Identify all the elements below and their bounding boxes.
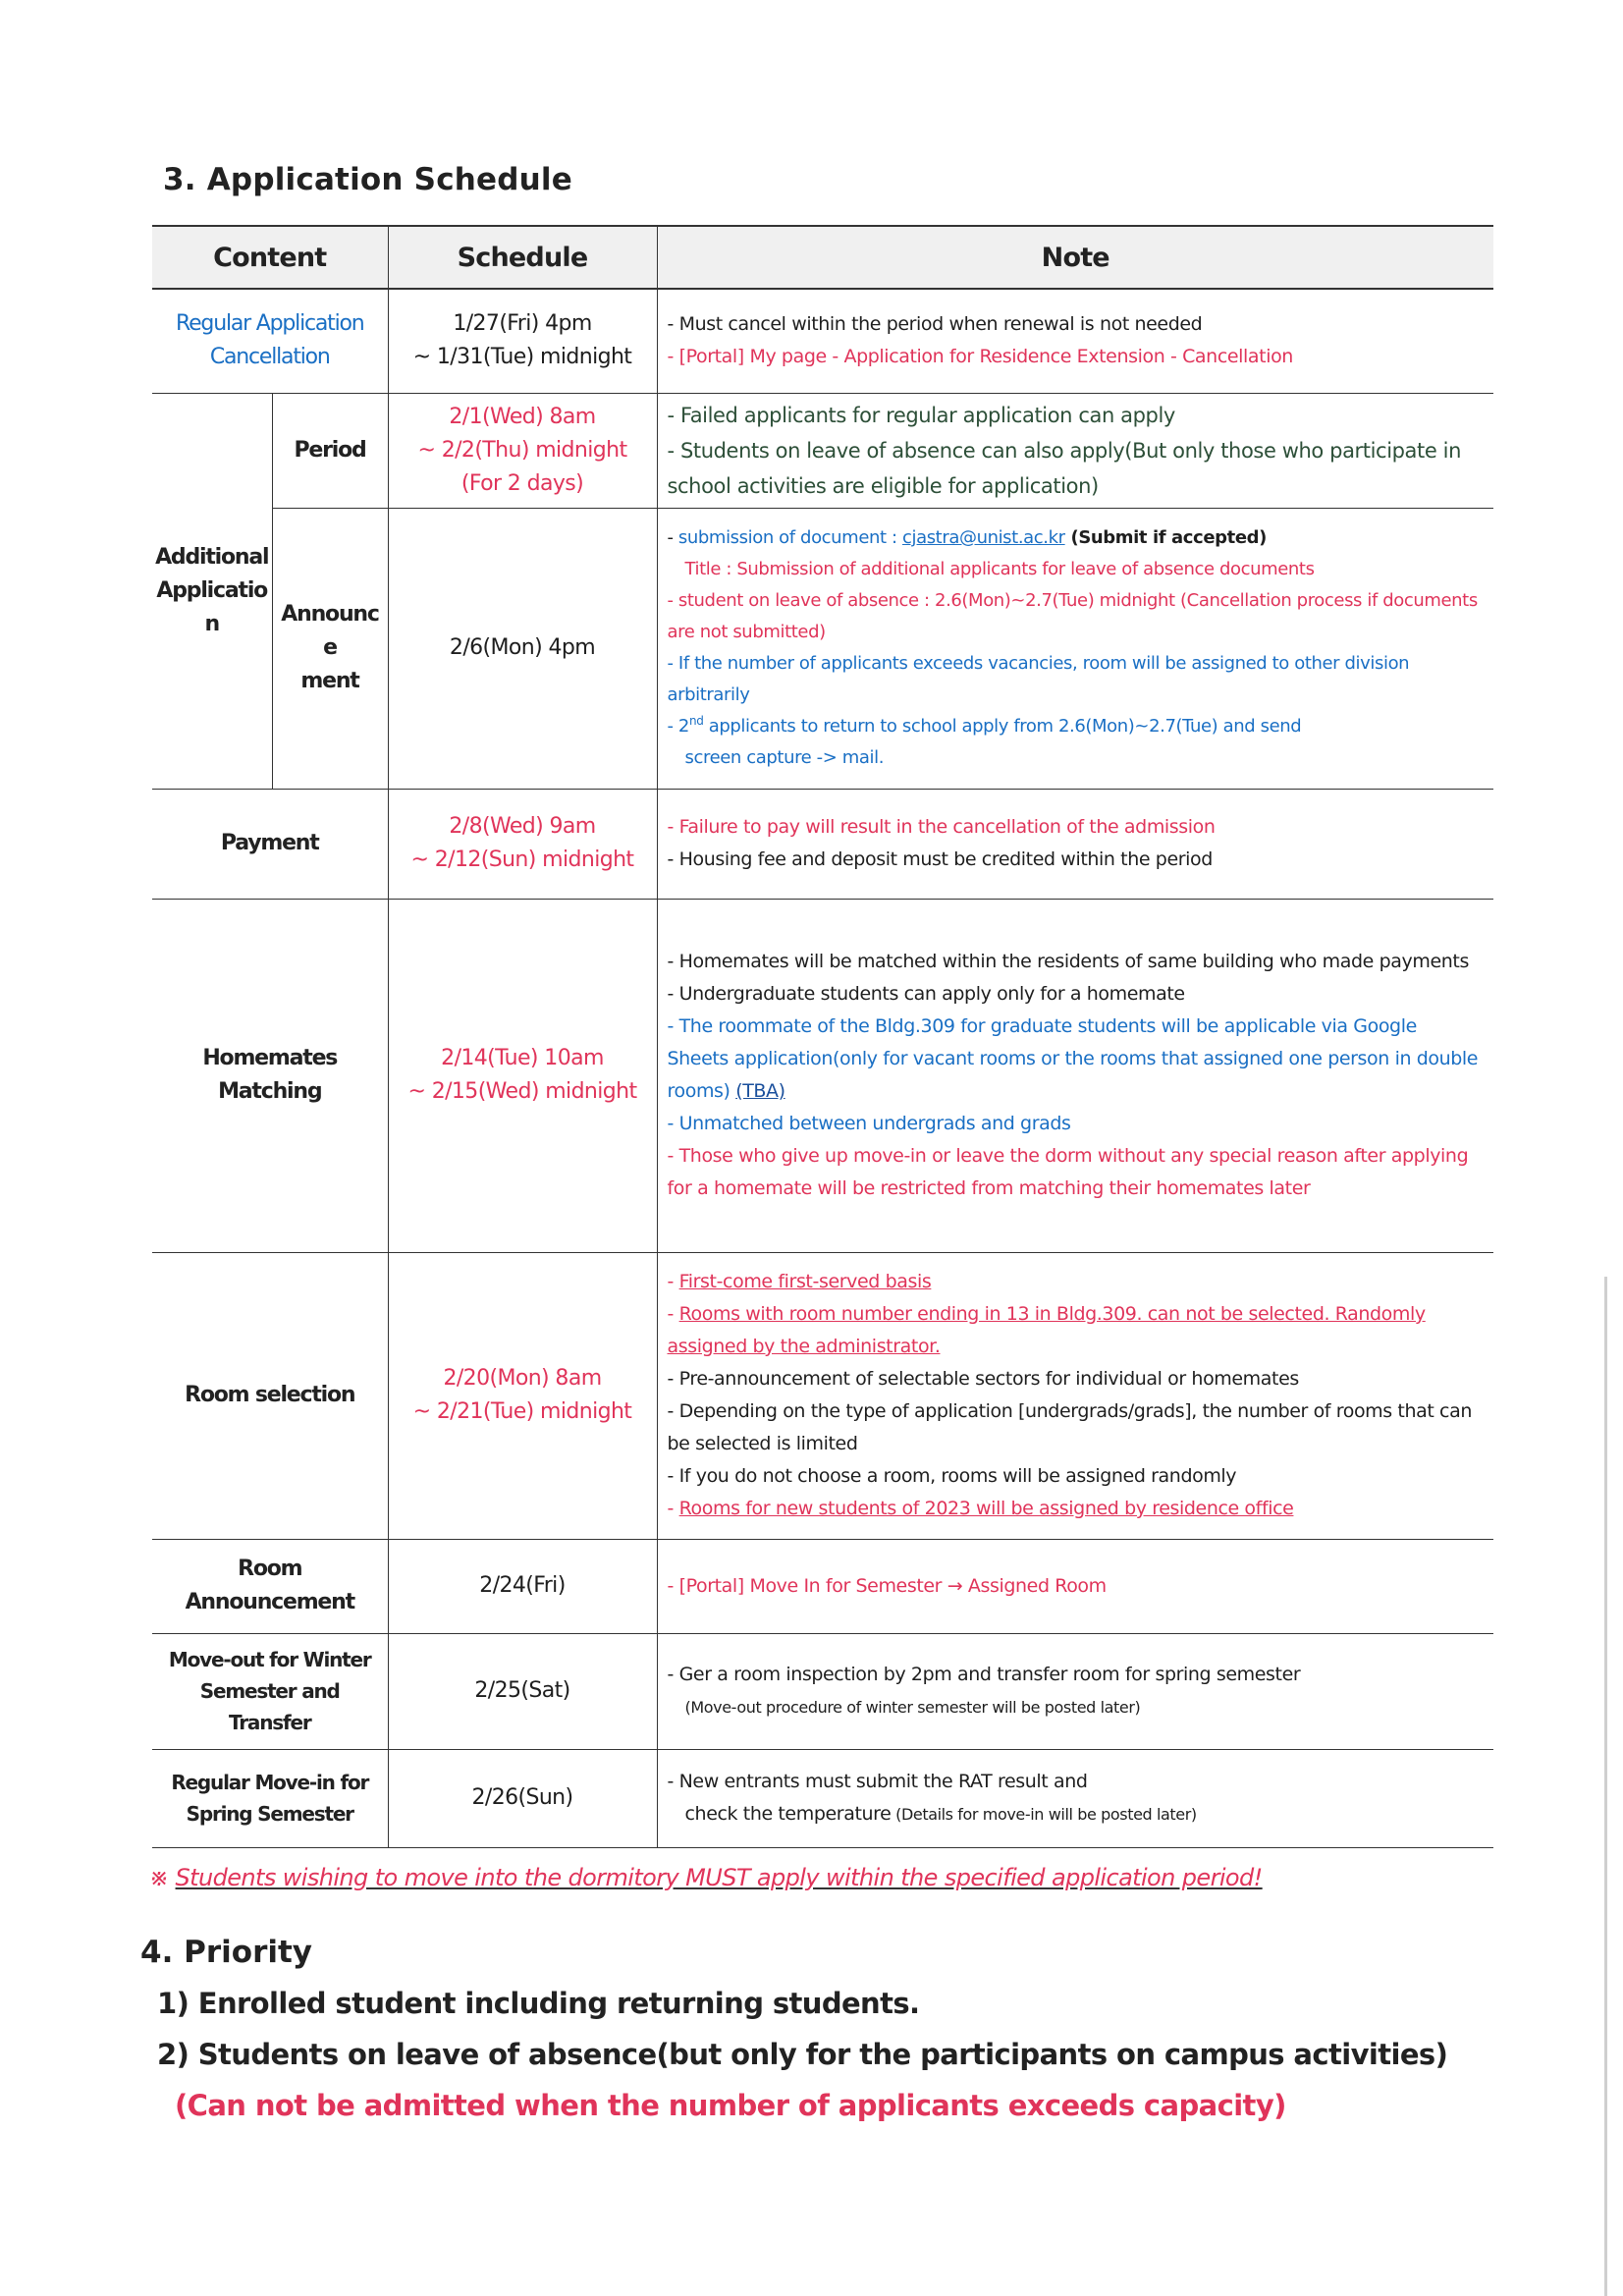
note-additional-period: - Failed applicants for regular application can apply - Students on leave of absence can also apply(But only those who participate in school activities are eligible for application): [657, 393, 1493, 508]
reference-mark-icon: ※: [149, 1863, 169, 1891]
table-row-homemates: [152, 899, 1493, 1252]
schedule-homemates: 2/14(Tue) 10am ~ 2/15(Wed) midnight: [388, 899, 657, 1252]
note-room-selection: - First-come first-served basis - Rooms with room number ending in 13 in Bldg.309. can not be selected. Randomly assigned by the administrator. - Pre-announcement of selectable sectors for individual or homemates - Depending on the type of application [undergrads/grads], the number of rooms that can be selected is limited - If you do not choose a room, rooms will be assigned randomly - Rooms for new students of 2023 will be assigned by residence office: [657, 1252, 1493, 1539]
sub-label-announcement: Announce ment: [272, 508, 388, 789]
tba-link: (TBA): [735, 1080, 785, 1102]
table-row-room-selection: [152, 1252, 1493, 1539]
row-label-room-announcement: Room Announcement: [152, 1539, 388, 1633]
application-period-warning: ※ Students wishing to move into the dormitory MUST apply within the specified application period!: [149, 1863, 1263, 1891]
scan-artifact-line: [1604, 1277, 1607, 2296]
priority-capacity-note: (Can not be admitted when the number of applicants exceeds capacity): [175, 2088, 1286, 2122]
table-header-row: [152, 226, 1493, 289]
priority-item-2: 2) Students on leave of absence(but only for the participants on campus activities): [157, 2037, 1448, 2071]
row-label-payment: Payment: [152, 789, 388, 899]
sub-label-period: Period: [272, 393, 388, 508]
header-schedule: Schedule: [388, 226, 657, 289]
note-homemates: - Homemates will be matched within the residents of same building who made payments - Undergraduate students can apply only for a homemate - The roommate of the Bldg.309 for graduate students will be applicable via Google Sheets application(only for vacant rooms or the rooms that assigned one person in double rooms) (TBA) - Unmatched between undergrads and grads - Those who give up move-in or leave the dorm without any special reason after applying for a homemate will be restricted from matching their homemates later: [657, 899, 1493, 1252]
schedule-room-announcement: 2/24(Fri): [388, 1539, 657, 1633]
schedule-movein: 2/26(Sun): [388, 1749, 657, 1847]
table-row-room-announcement: [152, 1539, 1493, 1633]
section-title-priority: 4. Priority: [140, 1934, 313, 1970]
schedule-payment: 2/8(Wed) 9am ~ 2/12(Sun) midnight: [388, 789, 657, 899]
table-row-cancellation: [152, 289, 1493, 393]
note-payment: - Failure to pay will result in the cancellation of the admission - Housing fee and deposit must be credited within the period: [657, 789, 1493, 899]
note-cancellation: - Must cancel within the period when renewal is not needed - [Portal] My page - Application for Residence Extension - Cancellation: [657, 289, 1493, 393]
table-row-payment: [152, 789, 1493, 899]
schedule-moveout: 2/25(Sat): [388, 1633, 657, 1749]
row-label-cancellation: Regular Application Cancellation: [152, 289, 388, 393]
note-additional-announcement: - submission of document : cjastra@unist.ac.kr (Submit if accepted) Title : Submission of additional applicants for leave of absence documents - student on leave of absence : 2.6(Mon)~2.7(Tue) midnight (Cancellation process if documents are not submitted) - If the number of applicants exceeds vacancies, room will be assigned to other division arbitrarily - 2nd applicants to return to school apply from 2.6(Mon)~2.7(Tue) and send screen capture -> mail.: [657, 508, 1493, 789]
note-moveout: - Ger a room inspection by 2pm and transfer room for spring semester (Move-out procedure of winter semester will be posted later): [657, 1633, 1493, 1749]
note-movein: - New entrants must submit the RAT result and check the temperature (Details for move-in will be posted later): [657, 1749, 1493, 1847]
schedule-additional-announcement: 2/6(Mon) 4pm: [388, 508, 657, 789]
table-row-moveout: [152, 1633, 1493, 1749]
schedule-cancellation: 1/27(Fri) 4pm ~ 1/31(Tue) midnight: [388, 289, 657, 393]
row-label-homemates: Homemates Matching: [152, 899, 388, 1252]
email-link[interactable]: cjastra@unist.ac.kr: [901, 527, 1065, 548]
application-schedule-table: [152, 225, 1493, 1848]
row-label-additional-application: Additional Application: [152, 393, 272, 789]
row-label-room-selection: Room selection: [152, 1252, 388, 1539]
table-row-movein: [152, 1749, 1493, 1847]
row-label-movein: Regular Move-in for Spring Semester: [152, 1749, 388, 1847]
note-room-announcement: - [Portal] Move In for Semester → Assigned Room: [657, 1539, 1493, 1633]
priority-item-1: 1) Enrolled student including returning students.: [157, 1986, 920, 2020]
schedule-room-selection: 2/20(Mon) 8am ~ 2/21(Tue) midnight: [388, 1252, 657, 1539]
schedule-additional-period: 2/1(Wed) 8am ~ 2/2(Thu) midnight (For 2 days): [388, 393, 657, 508]
section-title-application-schedule: 3. Application Schedule: [163, 162, 572, 197]
header-note: Note: [657, 226, 1493, 289]
table-row-additional-announcement: [152, 508, 1493, 789]
row-label-moveout: Move-out for Winter Semester and Transfer: [152, 1633, 388, 1749]
table-row-additional-period: [152, 393, 1493, 508]
header-content: Content: [152, 226, 388, 289]
